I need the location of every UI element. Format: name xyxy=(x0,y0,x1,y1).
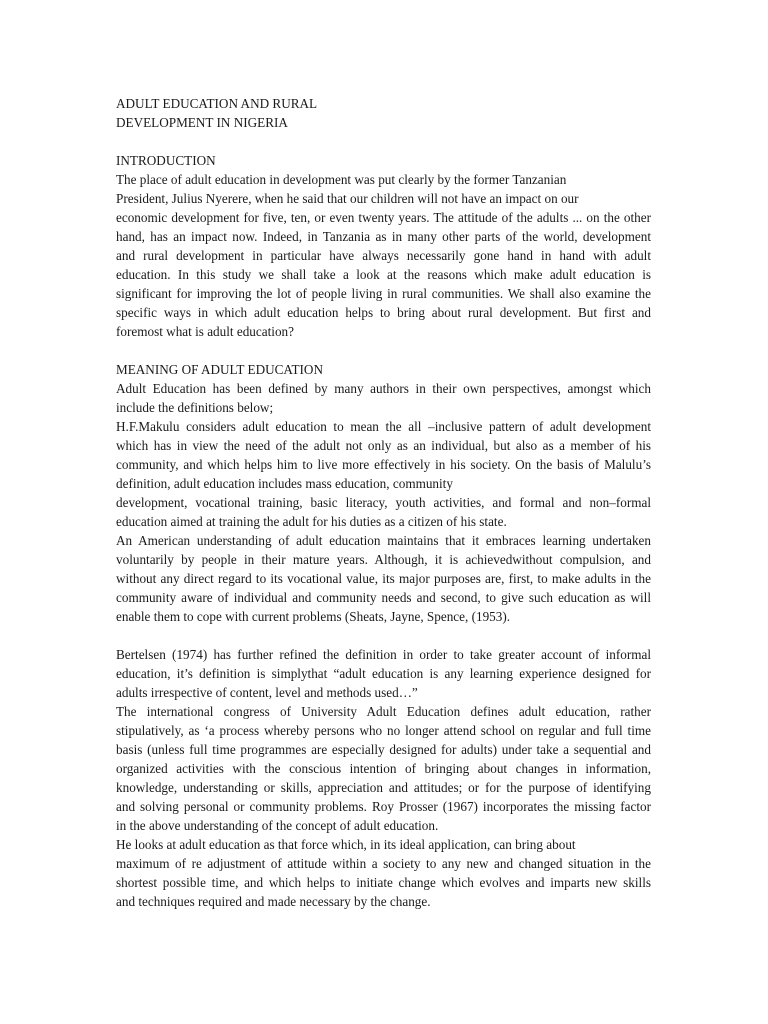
text-line: enable them to cope with current problems (Sheats, Jayne, Spence, (1953). xyxy=(116,609,511,624)
text-line: maximum of re adjustment of attitude within a society to any new and changed situation in the xyxy=(116,856,651,871)
text-line: knowledge, understanding or skills, appreciation and attitudes; or for the purpose of identifying xyxy=(116,780,651,795)
text-line: without any direct regard to its vocational value, its major purposes are, first, to make adults in the xyxy=(116,571,651,586)
text-line: which has in view the need of the adult not only as an individual, but also as a member of his xyxy=(116,438,651,453)
text-line: hand, has an impact now. Indeed, in Tanzania as in many other parts of the world, development xyxy=(116,229,651,244)
text-line: The international congress of University Adult Education defines adult education, rather xyxy=(116,704,651,719)
text-line: economic development for five, ten, or even twenty years. The attitude of the adults ... on the other xyxy=(116,210,651,225)
document-title-line-2: DEVELOPMENT IN NIGERIA xyxy=(116,115,288,130)
text-line: education aimed at training the adult for his duties as a citizen of his state. xyxy=(116,514,507,529)
text-line: in the above understanding of the concept of adult education. xyxy=(116,818,439,833)
text-line: basis (unless full time programmes are especially designed for adults) under take a sequential and xyxy=(116,742,651,757)
text-line: Adult Education has been defined by many authors in their own perspectives, amongst which xyxy=(116,381,651,396)
text-line: adults irrespective of content, level and methods used…” xyxy=(116,685,418,700)
text-line: shortest possible time, and which helps to initiate change which evolves and imparts new skills xyxy=(116,875,651,890)
text-line: education, it’s definition is simplythat “adult education is any learning experience designed for xyxy=(116,666,651,681)
text-line: development, vocational training, basic literacy, youth activities, and formal and non–formal xyxy=(116,495,651,510)
document-title-line-1: ADULT EDUCATION AND RURAL xyxy=(116,96,318,111)
text-line: Bertelsen (1974) has further refined the definition in order to take greater account of informal xyxy=(116,647,651,662)
text-line: The place of adult education in development was put clearly by the former Tanzanian xyxy=(116,172,567,187)
text-line: foremost what is adult education? xyxy=(116,324,294,339)
meaning-heading: MEANING OF ADULT EDUCATION xyxy=(116,362,323,377)
text-line: significant for improving the lot of people living in rural communities. We shall also examine the xyxy=(116,286,651,301)
text-line: An American understanding of adult education maintains that it embraces learning undertaken xyxy=(116,533,651,548)
spacer xyxy=(116,132,651,151)
spacer xyxy=(116,341,651,360)
text-line: community aware of individual and community needs and second, to give such education as will xyxy=(116,590,651,605)
text-line: organized activities with the conscious intention of bringing about changes in information, xyxy=(116,761,651,776)
text-line: specific ways in which adult education helps to bring about rural development. But first and xyxy=(116,305,651,320)
text-line: H.F.Makulu considers adult education to mean the all –inclusive pattern of adult development xyxy=(116,419,651,434)
text-line: and rural development in particular have always necessarily gone hand in hand with adult xyxy=(116,248,651,263)
text-line: community, and which helps him to live more effectively in his society. On the basis of Malulu’s xyxy=(116,457,651,472)
spacer xyxy=(116,626,651,645)
text-line: education. In this study we shall take a look at the reasons which make adult education is xyxy=(116,267,651,282)
text-line: and techniques required and made necessary by the change. xyxy=(116,894,431,909)
text-line: definition, adult education includes mass education, community xyxy=(116,476,453,491)
document-page xyxy=(116,94,651,911)
text-line: voluntarily by people in their mature years. Although, it is achievedwithout compulsion, and xyxy=(116,552,651,567)
text-line: and solving personal or community problems. Roy Prosser (1967) incorporates the missing factor xyxy=(116,799,651,814)
text-line: He looks at adult education as that force which, in its ideal application, can bring about xyxy=(116,837,576,852)
introduction-heading: INTRODUCTION xyxy=(116,153,216,168)
text-line: include the definitions below; xyxy=(116,400,274,415)
text-line: stipulatively, as ‘a process whereby persons who no longer attend school on regular and full time xyxy=(116,723,651,738)
text-line: President, Julius Nyerere, when he said that our children will not have an impact on our xyxy=(116,191,579,206)
